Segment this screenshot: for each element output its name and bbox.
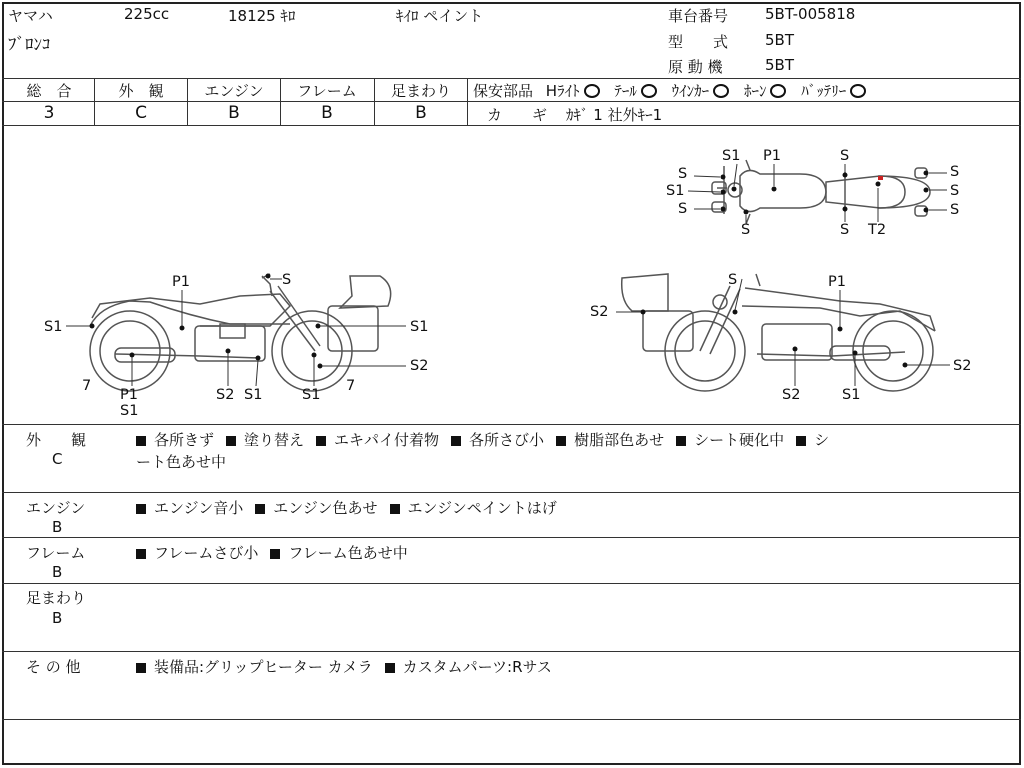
note-item: シート硬化中 <box>676 431 784 449</box>
displacement: 225cc <box>124 5 170 23</box>
damage-diagram <box>0 126 1022 424</box>
square-bullet-icon <box>556 436 566 446</box>
rule <box>2 101 467 102</box>
rule <box>2 492 1021 493</box>
suspension-section-label: 足まわり <box>26 589 87 607</box>
note-item: エンジン色あせ <box>255 499 377 517</box>
label-S1: S1 <box>120 403 139 419</box>
label-S1: S1 <box>842 387 861 403</box>
square-bullet-icon <box>255 504 265 514</box>
other-notes <box>136 656 564 677</box>
note-item: 装備品:グリップヒーター カメラ <box>136 658 373 676</box>
label-S: S <box>840 148 850 164</box>
winker-label: ｳｲﾝｶｰ <box>671 82 710 100</box>
square-bullet-icon <box>136 504 146 514</box>
maker: ヤマハ <box>8 7 53 25</box>
rule <box>2 719 1021 720</box>
square-bullet-icon <box>226 436 236 446</box>
label-7: 7 <box>346 378 356 394</box>
rule <box>2 651 1021 652</box>
engine-section-grade: B <box>52 518 63 536</box>
engine-grade: B <box>228 103 240 123</box>
label-S2: S2 <box>953 358 972 374</box>
note-item: 塗り替え <box>226 431 304 449</box>
exterior-notes-continued: ート色あせ中 <box>136 453 227 471</box>
top-view-motorcycle <box>712 160 930 224</box>
label-S: S <box>678 166 688 182</box>
engine-model-value: 5BT <box>765 56 794 74</box>
rule <box>187 78 188 125</box>
type-value: 5BT <box>765 31 794 49</box>
engine-grade-label: エンジン <box>204 82 264 100</box>
battery-label: ﾊﾞｯﾃﾘｰ <box>801 82 847 100</box>
note-item: 各所さび小 <box>451 431 544 449</box>
color: ｷｲﾛ ペイント <box>396 7 484 25</box>
exterior-grade: C <box>135 103 147 123</box>
exterior-label: 外 観 <box>118 82 164 100</box>
label-S: S <box>728 272 738 288</box>
square-bullet-icon <box>385 663 395 673</box>
safety-label: 保安部品 <box>473 82 534 100</box>
model-name: ﾌﾞﾛﾝｺ <box>8 35 51 55</box>
label-S: S <box>950 164 960 180</box>
label-S1: S1 <box>244 387 263 403</box>
square-bullet-icon <box>136 549 146 559</box>
engine-section-label: エンジン <box>26 499 86 517</box>
square-bullet-icon <box>676 436 686 446</box>
label-S1: S1 <box>722 148 741 164</box>
label-S: S <box>950 202 960 218</box>
square-bullet-icon <box>451 436 461 446</box>
frame-grade: B <box>321 103 333 123</box>
square-bullet-icon <box>796 436 806 446</box>
label-P1: P1 <box>172 274 190 290</box>
key-value: ｶｷﾞ 1 社外ｷｰ1 <box>566 106 663 124</box>
ok-circle-icon <box>713 84 729 98</box>
note-item: フレーム色あせ中 <box>270 544 407 562</box>
label-S2: S2 <box>590 304 609 320</box>
ok-circle-icon <box>584 84 600 98</box>
label-P1: P1 <box>763 148 781 164</box>
mileage: 18125 ｷﾛ <box>228 7 296 25</box>
rule <box>280 78 281 125</box>
label-S: S <box>741 222 751 238</box>
diagram-labels <box>44 148 971 419</box>
left-side-motorcycle <box>90 274 391 391</box>
engine-notes <box>136 497 569 518</box>
label-S2: S2 <box>410 358 429 374</box>
frame-section-label: フレーム <box>26 544 86 562</box>
rule <box>2 78 1021 79</box>
label-S2: S2 <box>216 387 235 403</box>
label-S1: S1 <box>666 183 685 199</box>
exterior-section-grade: C <box>52 450 63 468</box>
note-item: 樹脂部色あせ <box>556 431 664 449</box>
rule <box>2 583 1021 584</box>
square-bullet-icon <box>136 436 146 446</box>
label-T2: T2 <box>868 222 887 238</box>
safety-parts <box>473 80 870 101</box>
label-S: S <box>282 272 292 288</box>
note-item: フレームさび小 <box>136 544 258 562</box>
rule <box>467 101 1021 102</box>
ok-circle-icon <box>641 84 657 98</box>
other-section-label: そ の 他 <box>26 658 81 676</box>
tail-label: ﾃｰﾙ <box>614 82 637 100</box>
suspension-section-grade: B <box>52 609 63 627</box>
label-7: 7 <box>82 378 92 394</box>
square-bullet-icon <box>136 663 146 673</box>
suspension-grade: B <box>415 103 427 123</box>
rule <box>2 537 1021 538</box>
horn-label: ﾎｰﾝ <box>743 82 767 100</box>
label-S: S <box>950 183 960 199</box>
square-bullet-icon <box>316 436 326 446</box>
note-item: シ <box>796 431 829 449</box>
headlight-label: Hﾗｲﾄ <box>545 82 580 100</box>
note-item: エキパイ付着物 <box>316 431 439 449</box>
chassis-value: 5BT-005818 <box>765 5 856 23</box>
label-S1: S1 <box>44 319 63 335</box>
leader-lines <box>66 164 950 386</box>
label-S: S <box>840 222 850 238</box>
key-label: カ ギ <box>487 106 548 124</box>
red-mark <box>878 176 883 180</box>
exterior-notes <box>136 429 841 450</box>
ok-circle-icon <box>850 84 866 98</box>
rule <box>374 78 375 125</box>
note-item: カスタムパーツ:Rサス <box>385 658 552 676</box>
note-item: 各所きず <box>136 431 214 449</box>
type-label: 型 式 <box>668 33 729 51</box>
label-S2: S2 <box>782 387 801 403</box>
note-item: エンジン音小 <box>136 499 243 517</box>
damage-points <box>90 171 929 369</box>
label-S1: S1 <box>410 319 429 335</box>
square-bullet-icon <box>390 504 400 514</box>
overall-grade: 3 <box>43 103 55 123</box>
rule <box>2 424 1021 425</box>
suspension-grade-label: 足まわり <box>390 82 451 100</box>
chassis-label: 車台番号 <box>668 7 729 25</box>
frame-section-grade: B <box>52 563 63 581</box>
label-S: S <box>678 201 688 217</box>
label-S1: S1 <box>302 387 321 403</box>
right-side-motorcycle <box>622 274 935 391</box>
frame-grade-label: フレーム <box>297 82 357 100</box>
exterior-section-label: 外 観 <box>26 431 87 449</box>
overall-label: 総 合 <box>26 82 72 100</box>
label-P1: P1 <box>828 274 846 290</box>
frame-notes <box>136 542 420 563</box>
engine-model-label: 原 動 機 <box>668 58 723 76</box>
rule <box>467 78 468 125</box>
rule <box>94 78 95 125</box>
note-item: エンジンペイントはげ <box>390 499 557 517</box>
square-bullet-icon <box>270 549 280 559</box>
ok-circle-icon <box>770 84 786 98</box>
label-P1: P1 <box>120 387 138 403</box>
